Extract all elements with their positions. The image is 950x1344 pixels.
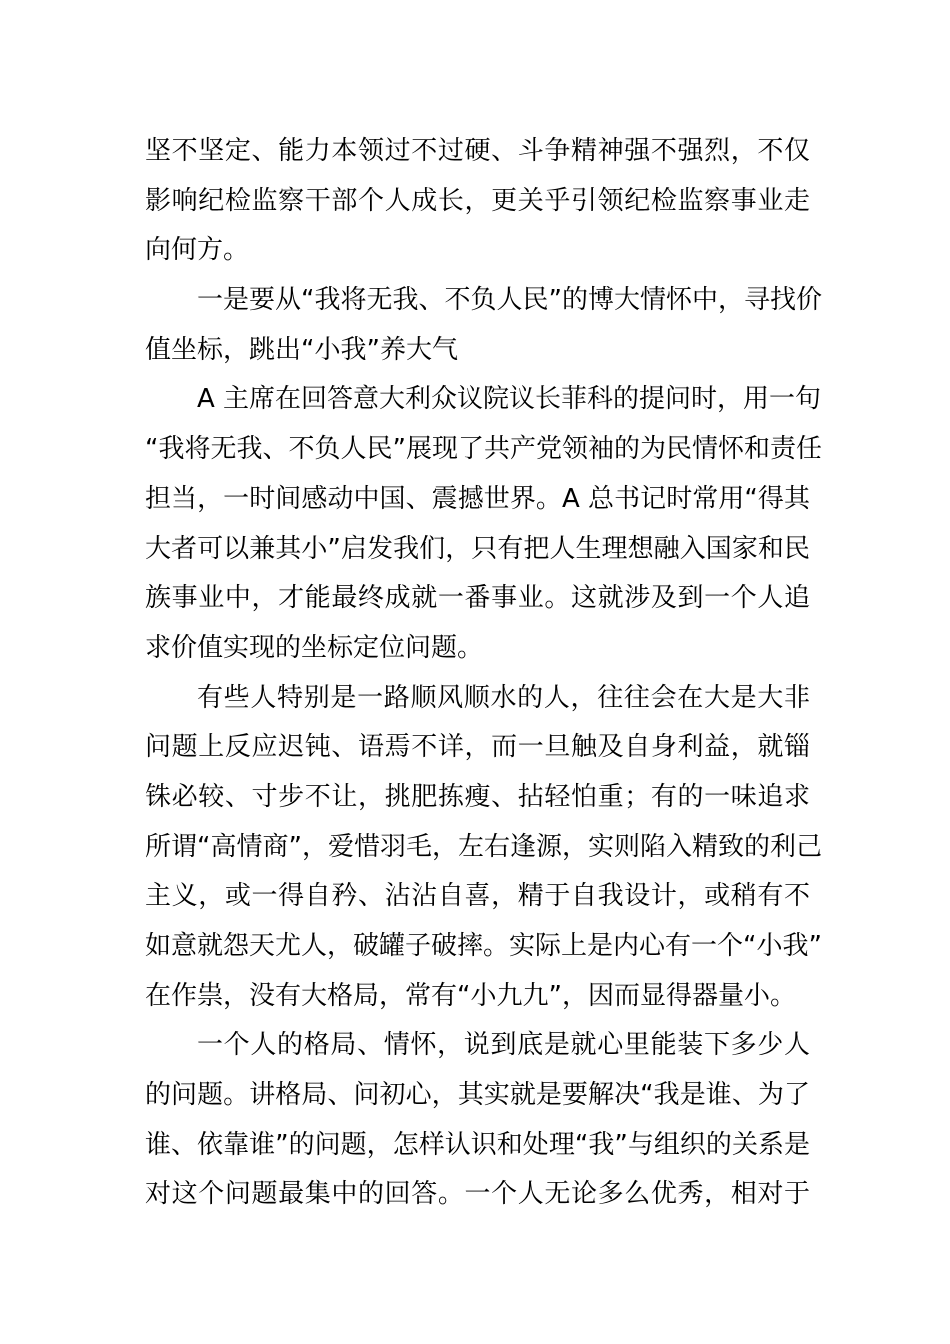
text-line: 问题上反应迟钝、语焉不详，而一旦触及自身利益，就锱	[145, 732, 810, 763]
text-line: A 主席在回答意大利众议院议长菲科的提问时，用一句	[197, 384, 822, 415]
text-line: “我将无我、不负人民”展现了共产党领袖的为民情怀和责任	[145, 434, 822, 465]
text-line: 有些人特别是一路顺风顺水的人，往往会在大是大非	[197, 682, 810, 713]
text-line: 铢必较、寸步不让，挑肥拣瘦、拈轻怕重；有的一味追求	[145, 781, 810, 812]
text-line: 一个人的格局、情怀，说到底是就心里能装下多少人	[197, 1030, 810, 1061]
text-line: 担当，一时间感动中国、震撼世界。A 总书记时常用“得其	[145, 483, 810, 514]
text-line: 对这个问题最集中的回答。一个人无论多么优秀，相对于	[145, 1179, 810, 1210]
text-line: 谁、依靠谁”的问题，怎样认识和处理“我”与组织的关系是	[145, 1129, 810, 1160]
text-line: 向何方。	[145, 235, 250, 266]
text-line: 大者可以兼其小”启发我们，只有把人生理想融入国家和民	[145, 533, 810, 564]
document-body	[145, 127, 822, 1220]
text-line: 坚不坚定、能力本领过不过硬、斗争精神强不强烈，不仅	[145, 136, 810, 166]
section-heading-line: 值坐标，跳出“小我”养大气	[145, 334, 458, 365]
text-line: 族事业中，才能最终成就一番事业。这就涉及到一个人追	[145, 583, 810, 614]
text-line: 求价值实现的坐标定位问题。	[145, 632, 484, 663]
text-line: 如意就怨天尤人，破罐子破摔。实际上是内心有一个“小我”	[145, 931, 822, 961]
text-line: 的问题。讲格局、问初心，其实就是要解决“我是谁、为了	[145, 1080, 810, 1111]
text-line: 主义，或一得自矜、沾沾自喜，精于自我设计，或稍有不	[145, 881, 810, 912]
text-line: 所谓“高情商”，爱惜羽毛，左右逢源，实则陷入精致的利己	[145, 831, 822, 862]
text-line: 在作祟，没有大格局，常有“小九九”，因而显得器量小。	[145, 980, 796, 1011]
text-line: 影响纪检监察干部个人成长，更关乎引领纪检监察事业走	[145, 185, 810, 216]
section-heading-line: 一是要从“我将无我、不负人民”的博大情怀中，寻找价	[197, 285, 822, 316]
